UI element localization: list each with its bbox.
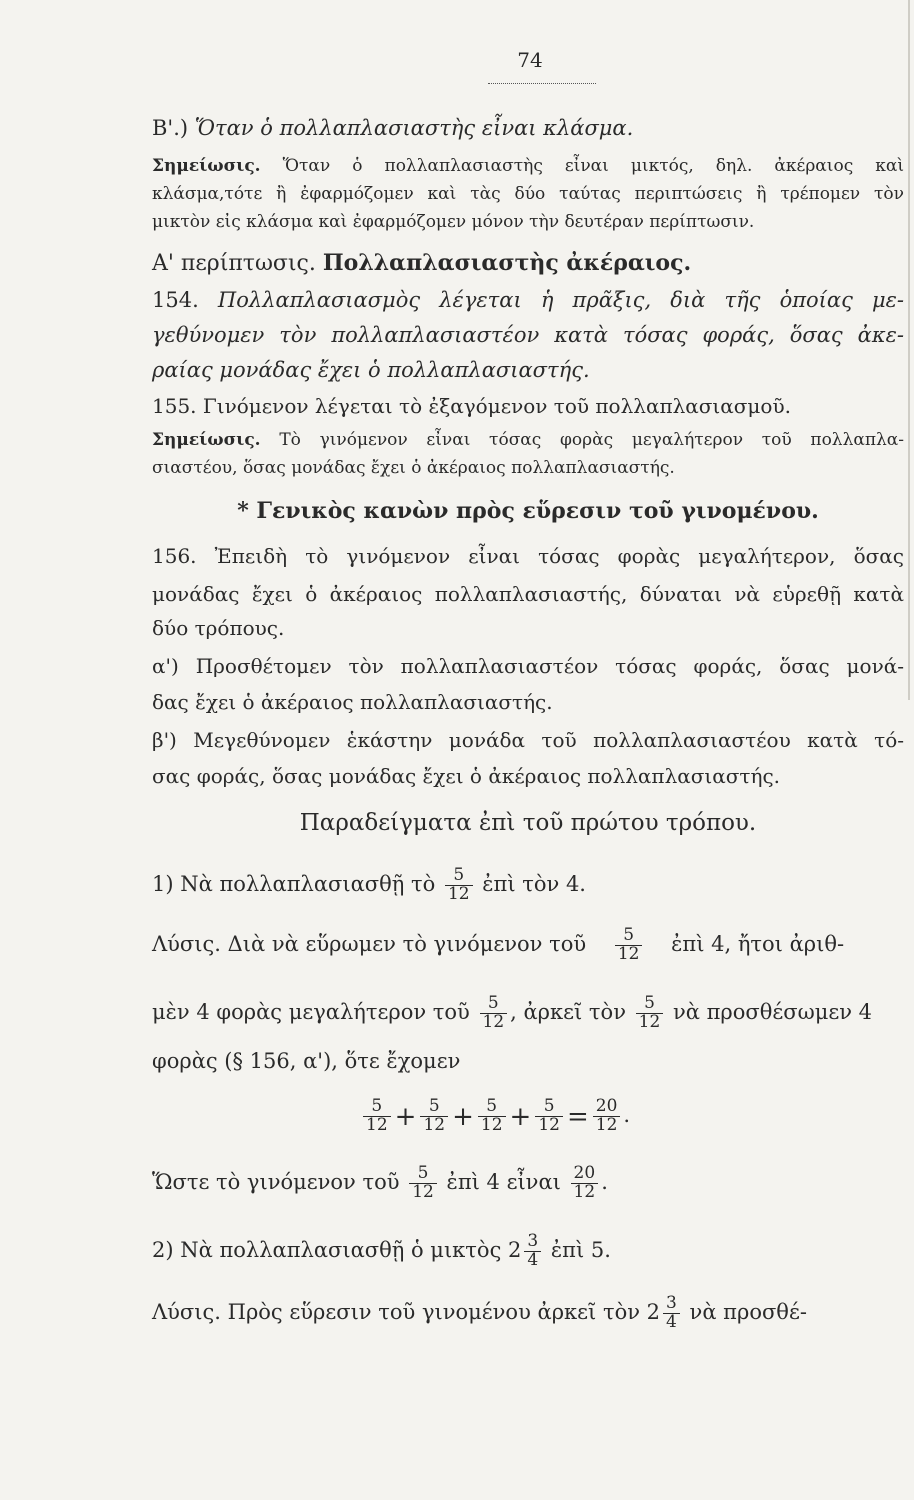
conclusion-text-a: Ὥστε τὸ γινόμενον τοῦ: [152, 1170, 400, 1194]
conclusion-period: .: [601, 1170, 608, 1194]
p156-line2: μονάδας ἔχει ὁ ἀκέραιος πολλαπλασιαστής, δύναται νὰ εὑρεθῇ κατὰ: [152, 582, 904, 606]
p155-text: Γινόμενον λέγεται τὸ ἐξαγόμενον τοῦ πολλαπλασιασμοῦ.: [202, 394, 791, 418]
note1-text1: Ὅταν ὁ πολλαπλασιαστὴς εἶναι μικτός, δηλ. ἀκέραιος καὶ: [282, 156, 905, 176]
note1-line1: [152, 158, 904, 175]
p154-text1: Πολλαπλασιασμὸς λέγεται ἡ πρᾶξις, διὰ τῆς ὁποίας με-: [217, 288, 904, 312]
p154-line2: γεθύνομεν τὸν πολλαπλασιαστέον κατὰ τόσας φοράς, ὅσας ἀκε-: [152, 323, 904, 347]
p155: [152, 396, 904, 416]
heading-b-label: Β'.): [152, 116, 189, 140]
solution1-fraction2: $\frac{5}{12}$: [480, 995, 508, 1032]
solution2-fraction: $\frac{3}{4}$: [663, 1295, 680, 1332]
method-b-text1: Μεγεθύνομεν ἑκάστην μονάδα τοῦ πολλαπλασιαστέου κατὰ τό-: [193, 728, 905, 752]
eq-fraction-result: $\frac{20}{12}$: [593, 1098, 621, 1135]
method-b-line2: σας φοράς, ὅσας μονάδας ἔχει ὁ ἀκέραιος πολλαπλασιαστής.: [152, 764, 781, 788]
solution1-text1b: ἐπὶ 4, ἤτοι ἀριθ-: [671, 932, 845, 956]
p156-num: 156.: [152, 544, 197, 568]
heading-b: [152, 118, 904, 139]
solution1-line2: [152, 990, 904, 1034]
p156-line3: δύο τρόπους.: [152, 616, 285, 640]
solution1-label: Λύσις.: [152, 932, 221, 956]
solution1-line3: φορὰς (§ 156, α'), ὅτε ἔχομεν: [152, 1049, 461, 1073]
method-b-label: β'): [152, 728, 177, 752]
p154-line1: [152, 290, 904, 311]
eq-period: .: [623, 1103, 631, 1127]
examples-heading: Παραδείγματα ἐπὶ τοῦ πρώτου τρόπου.: [299, 810, 757, 836]
example1: [152, 862, 904, 906]
example1-prefix: 1) Νὰ πολλαπλασιασθῇ τὸ: [152, 872, 436, 896]
note1-line3: μικτὸν εἰς κλάσμα καὶ ἐφαρμόζομεν μόνον τὴν δευτέραν περίπτωσιν.: [152, 212, 755, 232]
page-edge: [908, 0, 910, 700]
note2-label: Σημείωσις.: [152, 430, 261, 450]
page-number: 74: [517, 48, 543, 72]
note1-line2: κλάσμα,τότε ἢ ἐφαρμόζομεν καὶ τὰς δύο ταύτας περιπτώσεις ἢ τρέπομεν τὸν: [152, 184, 904, 204]
conclusion-text-b: ἐπὶ 4 εἶναι: [446, 1170, 561, 1194]
solution2-label: Λύσις.: [152, 1300, 221, 1324]
equals-sign: =: [566, 1101, 589, 1132]
note2-line1: [152, 432, 904, 449]
example1-fraction: $\frac{5}{12}$: [445, 867, 473, 904]
solution1-text1a: Διὰ νὰ εὕρωμεν τὸ γινόμενον τοῦ: [227, 932, 587, 956]
method-b-line1: [152, 730, 904, 750]
eq-fraction-4: $\frac{5}{12}$: [535, 1098, 563, 1135]
method-a-text1: Προσθέτομεν τὸν πολλαπλασιαστέον τόσας φοράς, ὅσας μονά-: [195, 654, 905, 678]
case-a-heading: [152, 252, 904, 275]
example1-suffix: ἐπὶ τὸν 4.: [482, 872, 586, 896]
p155-num: 155.: [152, 394, 197, 418]
solution1-fraction1: $\frac{5}{12}$: [615, 927, 643, 964]
example2-fraction: $\frac{3}{4}$: [524, 1233, 541, 1270]
solution2-text-b: νὰ προσθέ-: [689, 1300, 807, 1324]
heading-b-title: Ὅταν ὁ πολλαπλασιαστὴς εἶναι κλάσμα.: [194, 116, 634, 140]
eq-fraction-1: $\frac{5}{12}$: [363, 1098, 391, 1135]
note1-label: Σημείωσις.: [152, 156, 261, 176]
method-a-line1: [152, 656, 904, 676]
conclusion-fraction2: $\frac{20}{12}$: [571, 1165, 599, 1202]
conclusion-fraction1: $\frac{5}{12}$: [409, 1165, 437, 1202]
case-a-title: Πολλαπλασιαστὴς ἀκέραιος.: [322, 250, 692, 276]
conclusion: [152, 1160, 904, 1204]
note2-line2: σιαστέου, ὅσας μονάδας ἔχει ὁ ἀκέραιος πολλαπλασιαστής.: [152, 458, 675, 478]
general-rule-heading: * Γενικὸς κανὼν πρὸς εὕρεσιν τοῦ γινομένου.: [237, 498, 819, 524]
plus-sign: +: [452, 1101, 474, 1132]
solution2-text-a: Πρὸς εὕρεσιν τοῦ γινομένου ἀρκεῖ τὸν 2: [227, 1300, 661, 1324]
method-a-line2: δας ἔχει ὁ ἀκέραιος πολλαπλασιαστής.: [152, 690, 553, 714]
p156-text1: Ἐπειδὴ τὸ γινόμενον εἶναι τόσας φορὰς μεγαλήτερον, ὅσας: [214, 544, 904, 568]
solution1-text2b: , ἀρκεῖ τὸν: [510, 1000, 626, 1024]
note2-text1: Τὸ γινόμενον εἶναι τόσας φορὰς μεγαλήτερον τοῦ πολλαπλα-: [279, 430, 905, 450]
p156-line1: [152, 546, 904, 566]
method-a-label: α'): [152, 654, 179, 678]
example2: [152, 1228, 904, 1272]
plus-sign: +: [394, 1101, 417, 1132]
solution1-text2c: νὰ προσθέσωμεν 4: [672, 1000, 873, 1024]
sum-equation: [360, 1090, 680, 1142]
example2-prefix: 2) Νὰ πολλαπλασιασθῇ ὁ μικτὸς 2: [152, 1238, 522, 1262]
p154-num: 154.: [152, 288, 199, 312]
case-a-label: Α' περίπτωσις.: [152, 251, 316, 276]
plus-sign: +: [509, 1101, 532, 1132]
eq-fraction-2: $\frac{5}{12}$: [420, 1098, 448, 1135]
solution1-line1: [152, 922, 904, 966]
solution1-fraction3: $\frac{5}{12}$: [636, 995, 664, 1032]
p154-line3: ραίας μονάδας ἔχει ὁ πολλαπλασιαστής.: [152, 358, 590, 382]
example2-suffix: ἐπὶ 5.: [550, 1238, 611, 1262]
eq-fraction-3: $\frac{5}{12}$: [478, 1098, 506, 1135]
solution1-text2a: μὲν 4 φορὰς μεγαλήτερον τοῦ: [152, 1000, 470, 1024]
solution2: [152, 1290, 904, 1334]
page-number-rule: [488, 83, 596, 84]
